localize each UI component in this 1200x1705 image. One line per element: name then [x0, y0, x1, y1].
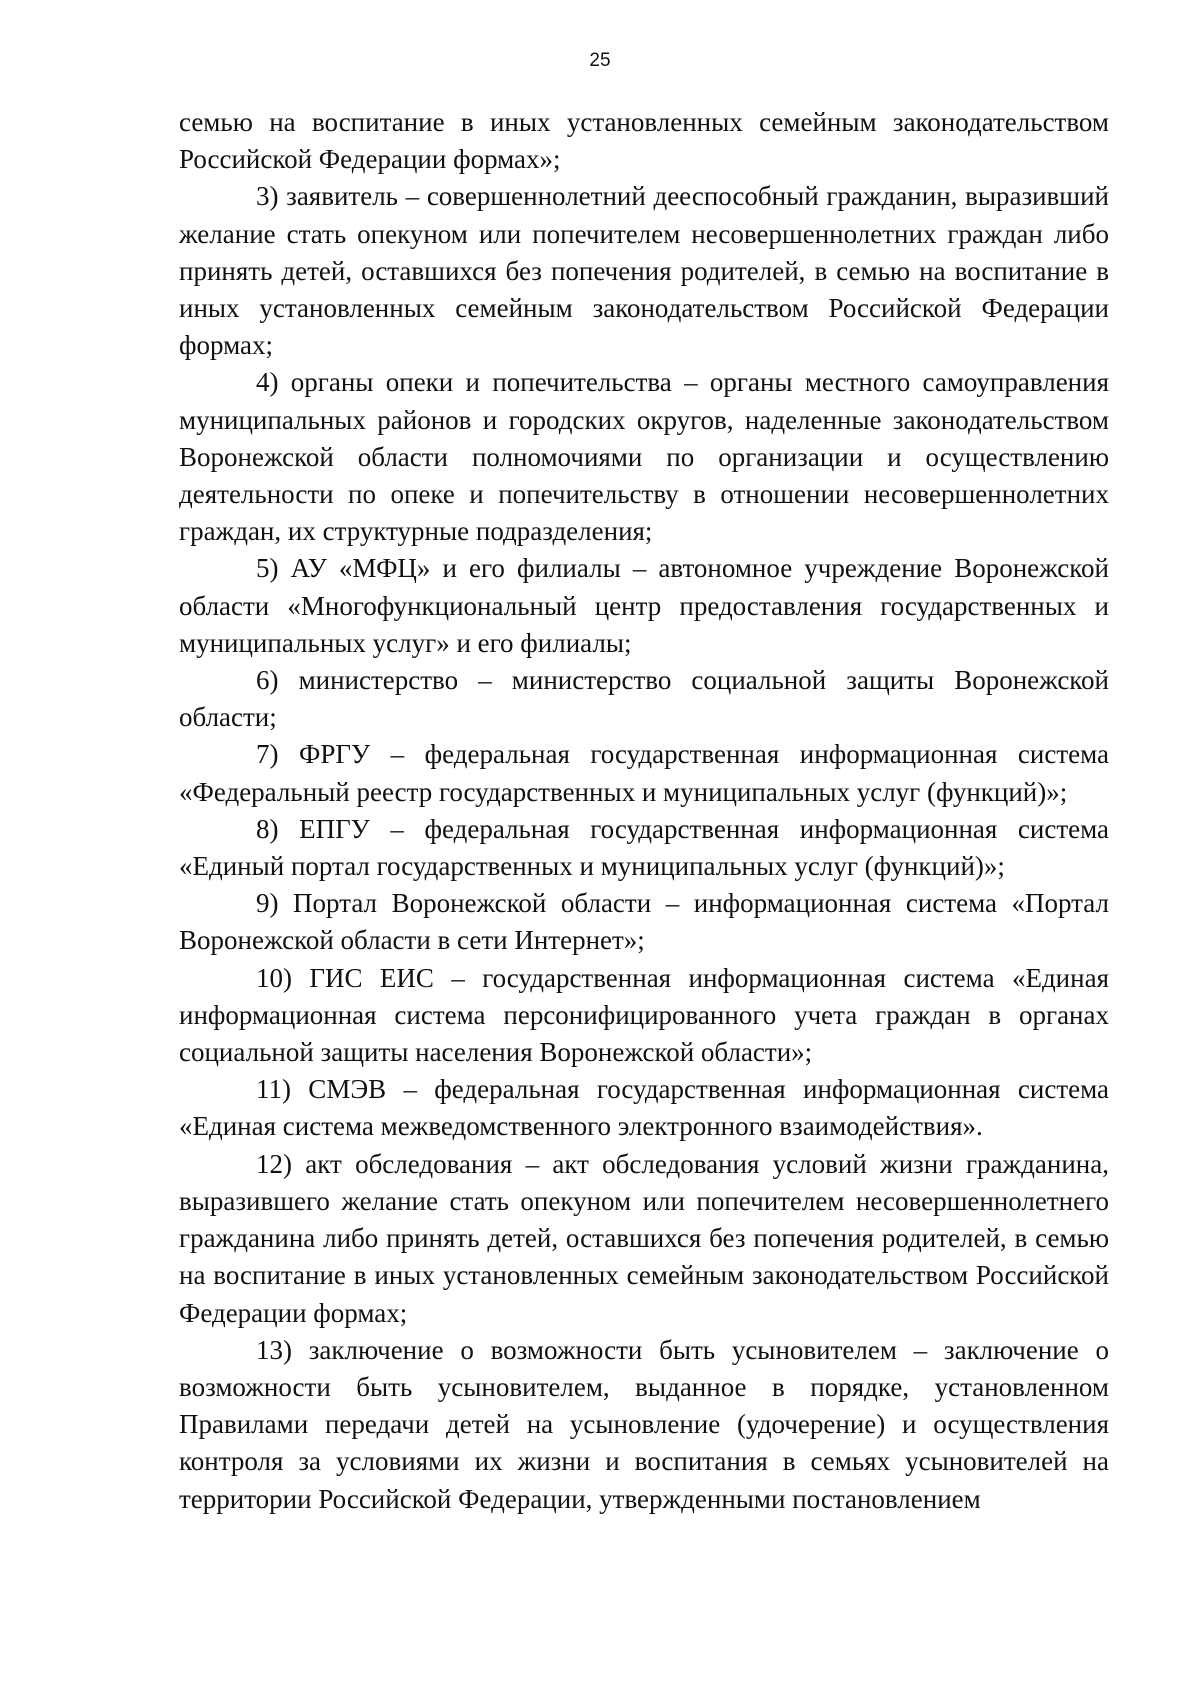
paragraph-item-10: 10) ГИС ЕИС – государственная информационная система «Единая информационная система персонифицированного учета граждан в органах социальной защиты населения Воронежской области»; — [179, 962, 1109, 1068]
paragraph-continuation: семью на воспитание в иных установленных семейным законодательством Российской Федерации формах»; — [179, 107, 1109, 175]
paragraph-item-13: 13) заключение о возможности быть усыновителем – заключение о возможности быть усыновителем, выданное в порядке, установленном Правилами передачи детей на усыновление (удочерение) и осуществления контроля за условиями их жизни и воспитания в семьях усыновителей на территории Российской Федерации, утвержденными постановлением — [179, 1334, 1109, 1514]
document-body — [179, 104, 1109, 1518]
paragraph-item-9: 9) Портал Воронежской области – информационная система «Портал Воронежской области в сети Интернет»; — [179, 888, 1109, 956]
page-number: 25 — [589, 50, 611, 71]
paragraph-item-5: 5) АУ «МФЦ» и его филиалы – автономное учреждение Воронежской области «Многофункциональный центр предоставления государственных и муниципальных услуг» и его филиалы; — [179, 553, 1109, 658]
paragraph-item-7: 7) ФРГУ – федеральная государственная информационная система «Федеральный реестр государственных и муниципальных услуг (функций)»; — [179, 739, 1109, 807]
paragraph-item-6: 6) министерство – министерство социальной защиты Воронежской области; — [179, 665, 1109, 733]
paragraph-item-4: 4) органы опеки и попечительства – органы местного самоуправления муниципальных районов и городских округов, наделенные законодательством Воронежской области полномочиями по организации и осуществлению деятельности по опеке и попечительству в отношении несовершеннолетних граждан, их структурные подразделения; — [179, 367, 1109, 547]
paragraph-item-8: 8) ЕПГУ – федеральная государственная информационная система «Единый портал государственных и муниципальных услуг (функций)»; — [179, 813, 1109, 882]
paragraph-item-12: 12) акт обследования – акт обследования условий жизни гражданина, выразившего желание стать опекуном или попечителем несовершеннолетнего гражданина либо принять детей, оставшихся без попечения родителей, в семью на воспитание в иных установленных семейным законодательством Российской Федерации формах; — [179, 1148, 1109, 1328]
paragraph-item-3: 3) заявитель – совершеннолетний дееспособный гражданин, выразивший желание стать опекуном или попечителем несовершеннолетних граждан либо принять детей, оставшихся без попечения родителей, в семью на воспитание в иных установленных семейным законодательством Российской Федерации формах; — [179, 181, 1109, 361]
paragraph-item-11: 11) СМЭВ – федеральная государственная информационная система «Единая система межведомственного электронного взаимодействия». — [179, 1074, 1109, 1142]
